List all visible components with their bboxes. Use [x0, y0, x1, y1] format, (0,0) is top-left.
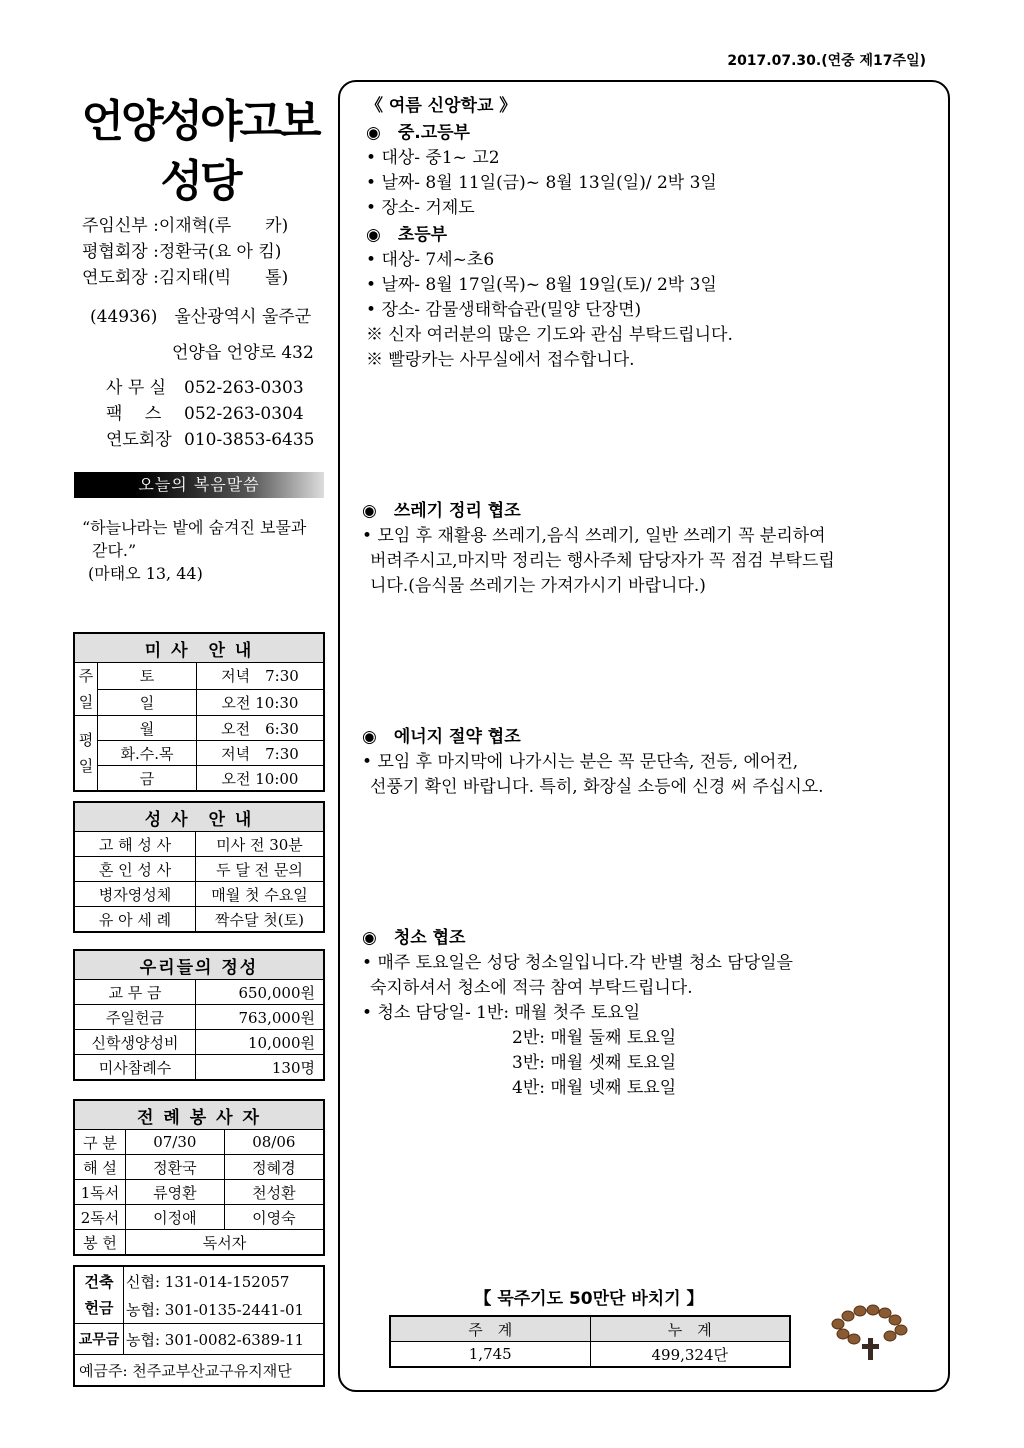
table-row [74, 1030, 324, 1055]
offerings-table-title: 우리들의 정성 [74, 950, 324, 980]
table-row [74, 1130, 324, 1155]
staff-name: :정환국(요 아 킴) [153, 242, 282, 262]
building-fund-label-line2: 헌금 [84, 1299, 114, 1317]
account-number: 농협: 301-0082-6389-11 [124, 1324, 325, 1355]
issue-date: 2017.07.30.(연중 제17주일) [727, 53, 926, 69]
middle-school-heading: ◉ 중.고등부 [366, 123, 470, 143]
energy-line2: 선풍기 확인 바랍니다. 특히, 화장실 소등에 신경 써 주십시오. [370, 777, 824, 797]
contact-row [106, 427, 326, 453]
rosary-title: 【 묵주기도 50만단 바치기 】 [474, 1289, 704, 1309]
account-number: 농협: 301-0135-2441-01 [124, 1295, 325, 1323]
rosary-col-total: 누 계 [590, 1316, 790, 1342]
parish-name-line2: 성당 [160, 156, 240, 207]
sacrament-info: 두 달 전 문의 [196, 857, 325, 882]
cleaning-line2: 숙지하셔서 청소에 적극 참여 부탁드립니다. [370, 978, 693, 998]
server-name: 정혜경 [224, 1155, 324, 1180]
cleaning-section [362, 926, 937, 1101]
contact-label: 연도회장 [106, 430, 172, 450]
server-role: 해 설 [74, 1155, 126, 1180]
offering-value: 650,000원 [196, 980, 325, 1005]
rosary-table [389, 1315, 791, 1368]
mass-time: 저녁 7:30 [197, 741, 325, 766]
table-row [74, 741, 324, 766]
staff-role: 평협회장 [82, 242, 148, 262]
table-row [74, 980, 324, 1005]
table-row [74, 1155, 324, 1180]
offerings-table [73, 949, 325, 1081]
sacrament-name: 고 해 성 사 [74, 832, 196, 857]
address-line2: 언양읍 언양로 432 [172, 343, 314, 363]
servers-table [73, 1099, 325, 1256]
staff-row [82, 213, 322, 239]
table-row [74, 907, 324, 933]
building-fund-label [74, 1266, 124, 1324]
mass-day: 월 [98, 716, 197, 741]
summer-school-section [366, 94, 936, 373]
staff-name: :김지태(빅 톨) [153, 268, 289, 288]
sunday-label: 주일 [74, 663, 98, 716]
contact-value: 052-263-0304 [184, 404, 304, 424]
mass-time: 오전 6:30 [197, 716, 325, 741]
table-row [74, 882, 324, 907]
offering-value: 10,000원 [196, 1030, 325, 1055]
elementary-heading: ◉ 초등부 [366, 225, 448, 245]
trash-line3: 니다.(음식물 쓰레기는 가져가시기 바랍니다.) [370, 576, 706, 596]
table-row [74, 689, 324, 716]
staff-list [82, 213, 322, 291]
energy-section [362, 725, 937, 800]
table-row [390, 1342, 790, 1368]
cleaning-line1: • 매주 토요일은 성당 청소일입니다.각 반별 청소 담당일을 [362, 951, 937, 976]
server-name: 천성환 [224, 1180, 324, 1205]
sacraments-table-title: 성 사 안 내 [74, 802, 324, 832]
mass-day: 토 [98, 663, 197, 690]
list-item: • 대상- 중1~ 고2 [366, 146, 936, 171]
accounts-table [73, 1265, 325, 1387]
table-row [74, 1205, 324, 1230]
offering-value: 130명 [196, 1055, 325, 1081]
sacrament-info: 매월 첫 수요일 [196, 882, 325, 907]
servers-table-title: 전 례 봉 사 자 [74, 1100, 324, 1130]
contact-list [106, 375, 326, 453]
gospel-quote-line1: “하늘나라는 밭에 숨겨진 보물과 [82, 518, 307, 537]
server-role: 1독서 [74, 1180, 126, 1205]
server-date: 07/30 [126, 1130, 225, 1155]
table-row [74, 1324, 324, 1355]
mass-table-title: 미 사 안 내 [74, 633, 324, 663]
cleaning-group: 2반: 매월 둘째 토요일 [512, 1028, 677, 1048]
list-item: • 장소- 감물생태학습관(밀양 단장면) [366, 298, 936, 323]
list-item: • 장소- 거제도 [366, 196, 936, 221]
table-row [74, 857, 324, 882]
sacraments-table [73, 801, 325, 933]
table-row [74, 1355, 324, 1387]
list-item: • 대상- 7세~초6 [366, 248, 936, 273]
staff-row [82, 265, 322, 291]
mass-time: 오전 10:00 [197, 766, 325, 792]
offering-name: 주일헌금 [74, 1005, 196, 1030]
gospel-quote-line2: 갇다.” [92, 541, 137, 560]
server-col-label: 구 분 [74, 1130, 126, 1155]
table-row [74, 1005, 324, 1030]
contact-value: 052-263-0303 [184, 378, 304, 398]
sacrament-info: 짝수달 첫(토) [196, 907, 325, 933]
note-line: ※ 신자 여러분의 많은 기도와 관심 부탁드립니다. [366, 325, 733, 345]
server-role: 2독서 [74, 1205, 126, 1230]
table-row [74, 663, 324, 690]
rosary-beads-icon [828, 1302, 912, 1364]
account-number: 신협: 131-014-152057 [124, 1266, 325, 1295]
cleaning-group: 4반: 매월 넷째 토요일 [512, 1078, 677, 1098]
gospel-reference: (마태오 13, 44) [88, 564, 203, 583]
server-role: 봉 헌 [74, 1230, 126, 1256]
offering-name: 미사참례수 [74, 1055, 196, 1081]
sacrament-name: 병자영성체 [74, 882, 196, 907]
offering-name: 신학생양성비 [74, 1030, 196, 1055]
table-row [74, 766, 324, 792]
building-fund-label-line1: 건축 [84, 1273, 114, 1291]
trash-line1: • 모임 후 재활용 쓰레기,음식 쓰레기, 일반 쓰레기 꼭 분리하여 [362, 524, 937, 549]
list-item: • 날짜- 8월 17일(목)~ 8월 19일(토)/ 2박 3일 [366, 273, 936, 298]
staff-name: :이재혁(루 카) [153, 216, 289, 236]
server-name: 이영숙 [224, 1205, 324, 1230]
mass-table [73, 632, 325, 792]
note-line: ※ 빨랑카는 사무실에서 접수합니다. [366, 350, 635, 370]
trash-heading: ◉ 쓰레기 정리 협조 [362, 501, 521, 521]
trash-line2: 버려주시고,마지막 정리는 행사주체 담당자가 꼭 점검 부탁드립 [370, 551, 835, 571]
server-name: 독서자 [126, 1230, 325, 1256]
table-row [74, 832, 324, 857]
offering-value: 763,000원 [196, 1005, 325, 1030]
table-row [74, 716, 324, 741]
trash-section [362, 499, 937, 599]
contact-row [106, 401, 326, 427]
table-row [74, 1055, 324, 1081]
staff-row [82, 239, 322, 265]
rosary-total-value: 499,324단 [590, 1342, 790, 1368]
cleaning-heading: ◉ 청소 협조 [362, 928, 466, 948]
sacrament-name: 유 아 세 례 [74, 907, 196, 933]
weekday-label: 평일 [74, 716, 98, 792]
gospel-header: 오늘의 복음말씀 [74, 472, 324, 498]
table-row [74, 1266, 324, 1295]
contact-value: 010-3853-6435 [184, 430, 315, 450]
server-date: 08/06 [224, 1130, 324, 1155]
parish-name-line1: 언양성야고보 [81, 96, 319, 147]
address-line1: (44936) 울산광역시 울주군 [90, 307, 312, 327]
cleaning-line3: • 청소 담당일- 1반: 매월 첫주 토요일 [362, 1001, 937, 1026]
rosary-col-weekly: 주 계 [390, 1316, 590, 1342]
server-name: 정환국 [126, 1155, 225, 1180]
rosary-weekly-value: 1,745 [390, 1342, 590, 1368]
staff-role: 주임신부 [82, 216, 148, 236]
contact-label: 사 무 실 [106, 378, 167, 398]
offering-name: 교 무 금 [74, 980, 196, 1005]
table-row [390, 1316, 790, 1342]
sacrament-name: 혼 인 성 사 [74, 857, 196, 882]
energy-heading: ◉ 에너지 절약 협조 [362, 727, 521, 747]
contact-label: 팩 스 [106, 404, 162, 424]
mass-time: 저녁 7:30 [197, 663, 325, 690]
table-row [74, 1230, 324, 1256]
dues-label: 교무금 [74, 1324, 124, 1355]
summer-school-title: 《 여름 신앙학교 》 [366, 96, 517, 116]
account-holder: 예금주: 천주교부산교구유지재단 [74, 1355, 324, 1387]
mass-day: 일 [98, 689, 197, 716]
energy-line1: • 모임 후 마지막에 나가시는 분은 꼭 문단속, 전등, 에어컨, [362, 750, 937, 775]
mass-day: 금 [98, 766, 197, 792]
server-name: 류영환 [126, 1180, 225, 1205]
staff-role: 연도회장 [82, 268, 148, 288]
sacrament-info: 미사 전 30분 [196, 832, 325, 857]
table-row [74, 1180, 324, 1205]
server-name: 이정애 [126, 1205, 225, 1230]
contact-row [106, 375, 326, 401]
mass-time: 오전 10:30 [197, 689, 325, 716]
list-item: • 날짜- 8월 11일(금)~ 8월 13일(일)/ 2박 3일 [366, 171, 936, 196]
cleaning-group: 3반: 매월 셋째 토요일 [512, 1053, 677, 1073]
mass-day: 화.수.목 [98, 741, 197, 766]
gospel-quote [82, 516, 306, 585]
